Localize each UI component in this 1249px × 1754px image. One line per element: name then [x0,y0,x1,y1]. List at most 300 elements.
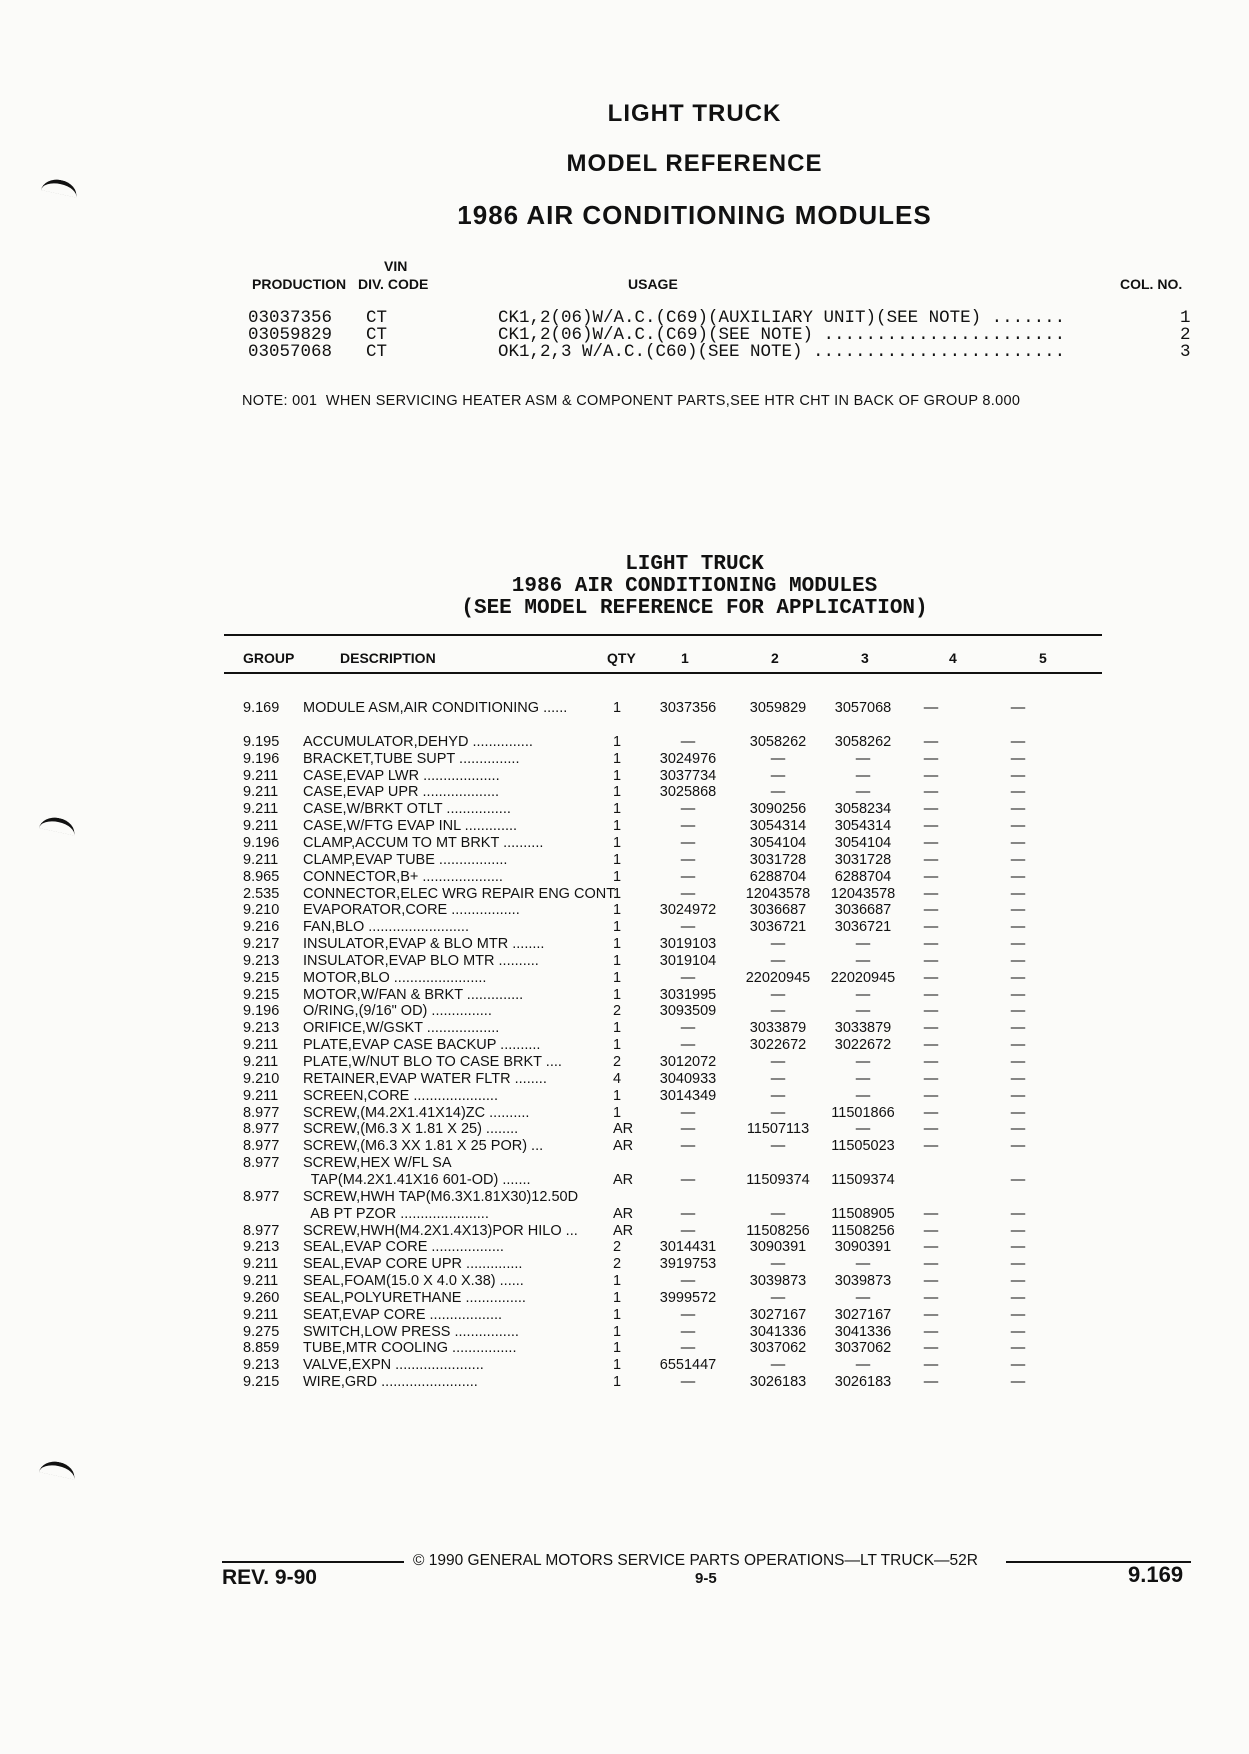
col-4-label: 4 [949,650,957,666]
binder-hole-mark [39,814,77,835]
col-4-part: — [923,1070,939,1087]
col-3-part: 11509374 [831,1171,895,1188]
col-5-part: — [1010,1374,1026,1391]
col-1-part: — [680,1121,696,1138]
column-number: 2 [1180,325,1191,345]
col-2-part: 3027167 [749,1306,807,1323]
part-description: CONNECTOR,B+ .................... [303,868,503,885]
part-description: MOTOR,W/FAN & BRKT .............. [303,986,524,1003]
col-1-part: — [680,1171,696,1188]
quantity: 1 [613,1323,622,1340]
col-3-part: — [855,767,871,784]
col-1-part: 3019104 [659,952,717,969]
col-1-part: — [680,733,696,750]
col-1-part: — [680,1037,696,1054]
table-row [243,1290,1123,1307]
col-1-part: 3019103 [659,936,717,953]
col-4-part: — [923,1273,939,1290]
part-description: PLATE,W/NUT BLO TO CASE BRKT .... [303,1054,562,1070]
table-row [243,936,1123,953]
table-row [243,1307,1123,1324]
part-description: VALVE,EXPN ...................... [303,1357,484,1374]
col-5-part: — [1010,1037,1026,1054]
col-4-part: — [923,851,939,868]
col-3-part: 3090391 [834,1239,892,1256]
column-number: 1 [1180,308,1191,328]
table-row [243,919,1123,936]
col-3-part: 3022672 [834,1037,892,1054]
col-5-part: — [1010,1323,1026,1340]
part-description: AB PT PZOR ...................... [303,1205,489,1222]
usage-text: CK1,2(06)W/A.C.(C69)(AUXILIARY UNIT)(SEE NOTE) ....... [498,308,1066,328]
col-usage-label: USAGE [628,276,678,292]
group-number: 9.213 [243,1357,280,1374]
col-3-part: — [855,1054,871,1070]
col-2-part: — [770,952,786,969]
part-description: O/RING,(9/16" OD) ............... [303,1003,492,1020]
quantity: 1 [613,1374,622,1391]
table-row [243,1088,1123,1105]
col-1-part: — [680,868,696,885]
table-row [243,1105,1123,1122]
col-4-part: — [923,1374,939,1391]
quantity: 1 [613,868,622,885]
footer-copyright: © 1990 GENERAL MOTORS SERVICE PARTS OPERATIONS—LT TRUCK—52R [413,1552,978,1569]
group-number: 8.977 [243,1222,280,1239]
group-number: 8.859 [243,1340,280,1357]
footer-revision: REV. 9-90 [222,1566,317,1589]
col-3-part: 3026183 [834,1374,892,1391]
col-3-part: 11505023 [831,1138,895,1155]
table-row [243,1340,1123,1357]
part-description: SEAL,EVAP CORE .................. [303,1239,504,1256]
col-2-part: 3059829 [749,700,807,716]
group-number: 9.211 [243,784,279,801]
col-2-part: — [770,936,786,953]
col-4-part: — [923,969,939,986]
group-number: 8.977 [243,1188,280,1205]
col-3-part: 12043578 [830,885,896,902]
col-4-part: — [923,1340,939,1357]
col-4-part: — [923,767,939,784]
part-description: SWITCH,LOW PRESS ................ [303,1323,519,1340]
col-5-part: — [1010,1003,1026,1020]
col-2-part: 22020945 [745,969,811,986]
group-number: 9.213 [243,952,280,969]
col-3-part: — [855,1357,871,1374]
col-4-part: — [923,902,939,919]
group-number: 9.217 [243,936,280,953]
col-2-part: — [770,986,786,1003]
col-1-part: 3014431 [659,1239,717,1256]
col-1-part: — [680,1222,696,1239]
quantity: 1 [613,936,622,953]
parts-subtitle: 1986 AIR CONDITIONING MODULES [511,575,878,598]
quantity: 1 [613,919,622,936]
col-5-part: — [1010,1239,1026,1256]
col-1-part: 6551447 [659,1357,717,1374]
col-4-part: — [923,1138,939,1155]
footer-section-number: 9.169 [1128,1562,1184,1587]
col-5-part: — [1010,784,1026,801]
col-4-part: — [923,1087,939,1104]
part-description: SCREW,HWH TAP(M6.3X1.81X30)12.50D [303,1188,579,1205]
part-description: SEAT,EVAP CORE .................. [303,1306,503,1323]
col-1-part: 3012072 [659,1054,717,1070]
table-row [243,784,1123,801]
col-1-part: 3014349 [659,1087,717,1104]
col-1-part: — [680,1273,696,1290]
col-1-part: 3999572 [659,1289,717,1306]
footer-left-rule [222,1561,404,1563]
group-number: 9.275 [243,1323,280,1340]
part-description: CASE,W/BRKT OTLT ................ [303,801,511,818]
group-number: 9.215 [243,1374,280,1391]
col-3-part: — [855,1121,871,1138]
binder-hole-mark [39,1458,77,1479]
group-number: 8.977 [243,1138,280,1155]
col-1-part: — [680,1340,696,1357]
part-description: RETAINER,EVAP WATER FLTR ........ [303,1070,547,1087]
col-3-part: 3058262 [834,733,892,750]
col-3-part: — [855,1289,871,1306]
part-description: WIRE,GRD ........................ [303,1374,478,1391]
col-5-part: — [1010,952,1026,969]
col-5-part: — [1010,801,1026,818]
col-1-part: — [680,1104,696,1121]
col-div-code-label: DIV. CODE [358,276,429,292]
col-5-part: — [1010,1340,1026,1357]
group-number: 9.260 [243,1289,280,1306]
part-description: FAN,BLO ......................... [303,919,469,936]
col-2-part: — [770,1289,786,1306]
group-number: 9.169 [243,700,280,716]
col-3-part: 3058234 [834,801,892,818]
col-4-part: — [923,784,939,801]
table-row [243,1223,1123,1240]
table-row [243,835,1123,852]
col-2-part: 6288704 [749,868,807,885]
col-2-part: — [770,1205,786,1222]
col-2-part: 11509374 [746,1171,810,1188]
quantity: 1 [613,784,622,801]
col-1-part: 3031995 [659,986,717,1003]
col-2-part: — [770,784,786,801]
part-description: EVAPORATOR,CORE ................. [303,902,520,919]
part-description: SCREW,HEX W/FL SA [303,1155,452,1172]
col-2-part: — [770,750,786,767]
col-1-part: 3024972 [659,902,717,919]
group-number: 9.196 [243,1003,280,1020]
col-5-part: — [1010,733,1026,750]
part-description: TAP(M4.2X1.41X16 601-OD) ....... [303,1171,531,1188]
col-3-part: — [855,1087,871,1104]
part-description: INSULATOR,EVAP BLO MTR .......... [303,952,539,969]
table-row [243,886,1123,903]
col-2-part: 3090256 [749,801,807,818]
part-description: CLAMP,ACCUM TO MT BRKT .......... [303,834,544,851]
page-heading: 1986 AIR CONDITIONING MODULES [457,200,932,230]
col-3-part: 3031728 [834,851,892,868]
col-1-part: — [680,801,696,818]
quantity: AR [613,1205,634,1222]
col-5-part: — [1010,1289,1026,1306]
col-4-part: — [923,1054,939,1070]
quantity: 1 [613,750,622,767]
group-number: 9.210 [243,1070,280,1087]
quantity: 4 [613,1070,622,1087]
col-5-part: — [1010,1357,1026,1374]
col-3-part: 3057068 [834,700,892,716]
col-3-part: 3054104 [834,834,892,851]
group-number: 9.211 [243,818,279,835]
table-row [243,1071,1123,1088]
col-1-part: — [680,1205,696,1222]
col-2-part: 3022672 [749,1037,807,1054]
part-description: PLATE,EVAP CASE BACKUP .......... [303,1037,541,1054]
part-description: CASE,W/FTG EVAP INL ............. [303,818,518,835]
col-2-part: 3039873 [749,1273,807,1290]
col-2-part: 3090391 [749,1239,807,1256]
quantity: 1 [613,1357,622,1374]
col-5-part: — [1010,885,1026,902]
quantity: AR [613,1222,634,1239]
group-number: 2.535 [243,885,280,902]
col-4-part: — [923,1323,939,1340]
col-group-label: GROUP [243,650,295,666]
col-2-part: — [770,1138,786,1155]
part-description: ACCUMULATOR,DEHYD ............... [303,733,533,750]
quantity: 1 [613,818,622,835]
group-number: 9.196 [243,750,280,767]
part-description: SEAL,EVAP CORE UPR .............. [303,1256,523,1273]
part-description: ORIFICE,W/GSKT .................. [303,1020,500,1037]
group-number: 9.211 [243,1054,279,1070]
col-5-part: — [1010,1054,1026,1070]
col-5-part: — [1010,1171,1026,1188]
col-4-part: — [923,1205,939,1222]
col-2-part: 3031728 [749,851,807,868]
group-number: 9.211 [243,1087,279,1104]
part-description: MODULE ASM,AIR CONDITIONING ...... [303,700,568,716]
part-description: SCREW,HWH(M4.2X1.4X13)POR HILO ... [303,1222,578,1239]
table-row [243,1054,1123,1071]
col-3-part: — [855,1070,871,1087]
footer-page-number: 9-5 [695,1570,717,1587]
col-1-part: 3037356 [659,700,717,716]
part-description: SCREW,(M6.3 X 1.81 X 25) ........ [303,1121,519,1138]
quantity: 1 [613,1104,622,1121]
col-qty-label: QTY [607,650,636,666]
col-1-part: — [680,1138,696,1155]
table-row [243,818,1123,835]
col-3-part: 3036721 [834,919,892,936]
table-row [243,869,1123,886]
col-5-part: — [1010,1205,1026,1222]
col-3-part: — [855,986,871,1003]
col-2-part: 3058262 [749,733,807,750]
col-4-part: — [923,1289,939,1306]
col-3-part: 3041336 [834,1323,892,1340]
col-2-part: 3026183 [749,1374,807,1391]
quantity: 1 [613,767,622,784]
col-5-part: — [1010,1087,1026,1104]
col-2-part: 3041336 [749,1323,807,1340]
col-4-part: — [923,700,939,716]
table-row [243,852,1123,869]
col-1-part: 3037734 [659,767,717,784]
col-3-part: — [855,784,871,801]
col-4-part: — [923,986,939,1003]
col-production-label: PRODUCTION [252,276,347,292]
part-description: SEAL,FOAM(15.0 X 4.0 X.38) ...... [303,1273,524,1290]
quantity: 1 [613,1289,622,1306]
col-1-part: 3093509 [659,1003,717,1020]
col-5-part: — [1010,969,1026,986]
quantity: 1 [613,902,622,919]
col-3-part: — [855,750,871,767]
col-1-part: — [680,969,696,986]
col-3-part: — [855,1003,871,1020]
col-2-part: — [770,1256,786,1273]
col-4-part: — [923,801,939,818]
col-3-part: 3033879 [834,1020,892,1037]
part-description: SCREEN,CORE ..................... [303,1087,498,1104]
table-row [243,1324,1123,1341]
table-row [243,1357,1123,1374]
column-number: 3 [1180,342,1191,362]
table-row [243,1172,1123,1189]
quantity: 1 [613,700,622,716]
col-5-part: — [1010,1273,1026,1290]
col-3-part: 11508905 [831,1205,895,1222]
col-5-part: — [1010,1306,1026,1323]
table-row [243,953,1123,970]
quantity: 1 [613,733,622,750]
col-1-part: — [680,1374,696,1391]
binder-hole-mark [41,176,79,197]
col-2-part: 11507113 [746,1121,810,1138]
col-2-part: — [770,1087,786,1104]
div-code: CT [366,308,388,328]
parts-table [243,700,1123,1390]
col-4-part: — [923,1306,939,1323]
table-row [243,801,1123,818]
col-5-part: — [1010,919,1026,936]
quantity: 2 [613,1003,622,1020]
col-2-part: 3036687 [749,902,807,919]
quantity: 1 [613,851,622,868]
col-4-part: — [923,919,939,936]
col-5-part: — [1010,700,1026,716]
group-number: 9.211 [243,801,279,818]
group-number: 9.211 [243,1037,279,1054]
table-row [243,1121,1123,1138]
col-4-part: — [923,733,939,750]
col-5-part: — [1010,868,1026,885]
group-number: 9.215 [243,969,280,986]
col-4-part: — [923,1104,939,1121]
part-description: INSULATOR,EVAP & BLO MTR ........ [303,936,545,953]
group-number: 9.211 [243,851,279,868]
col-3-part: 6288704 [834,868,892,885]
col-1-part: — [680,919,696,936]
col-2-part: 3054314 [749,818,807,835]
quantity: 1 [613,885,622,902]
table-row [243,970,1123,987]
quantity: 1 [613,952,622,969]
quantity: 1 [613,1037,622,1054]
col-description-label: DESCRIPTION [340,650,436,666]
col-5-part: — [1010,986,1026,1003]
part-description: CONNECTOR,ELEC WRG REPAIR ENG CONT [303,885,616,902]
group-number: 8.977 [243,1104,280,1121]
col-2-part: — [770,1054,786,1070]
part-description: SEAL,POLYURETHANE ............... [303,1289,526,1306]
group-number: 9.216 [243,919,280,936]
quantity: 1 [613,969,622,986]
part-description: MOTOR,BLO ....................... [303,969,487,986]
model-note: NOTE: 001 WHEN SERVICING HEATER ASM & COMPONENT PARTS,SEE HTR CHT IN BACK OF GROUP 8.000 [242,393,1021,409]
col-5-part: — [1010,902,1026,919]
quantity: 1 [613,801,622,818]
col-1-part: — [680,1020,696,1037]
col-5-part: — [1010,750,1026,767]
group-number: 8.977 [243,1155,280,1172]
col-3-part: — [855,952,871,969]
col-4-part: — [923,818,939,835]
col-1-part: — [680,851,696,868]
group-number: 8.965 [243,868,280,885]
quantity: AR [613,1121,634,1138]
col-5-part: — [1010,834,1026,851]
group-number: 9.213 [243,1020,280,1037]
quantity: AR [613,1171,634,1188]
part-description: CASE,EVAP UPR ................... [303,784,500,801]
col-2-part: — [770,1070,786,1087]
col-5-part: — [1010,1256,1026,1273]
col-5-part: — [1010,851,1026,868]
col-2-part: — [770,1003,786,1020]
col-4-part: — [923,885,939,902]
page-title: LIGHT TRUCK [607,100,782,127]
col-1-part: 3025868 [659,784,717,801]
part-description: CASE,EVAP LWR ................... [303,767,500,784]
part-description: TUBE,MTR COOLING ................ [303,1340,517,1357]
table-row [243,1189,1123,1206]
col-1-part: — [680,834,696,851]
col-4-part: — [923,1256,939,1273]
page-subtitle: MODEL REFERENCE [566,150,823,177]
col-1-part: 3040933 [659,1070,717,1087]
parts-column-headers [243,650,1123,668]
col-4-part: — [923,1239,939,1256]
usage-text: CK1,2(06)W/A.C.(C69)(SEE NOTE) ....................... [498,325,1066,345]
col-4-part: — [923,1037,939,1054]
col-3-part: 11508256 [831,1222,895,1239]
group-number: 9.211 [243,1306,279,1323]
usage-text: OK1,2,3 W/A.C.(C60)(SEE NOTE) ........................ [498,342,1066,362]
table-row [243,700,1123,717]
quantity: 2 [613,1239,622,1256]
col-2-part: — [770,1357,786,1374]
col-1-part: — [680,1306,696,1323]
quantity: 1 [613,1340,622,1357]
group-number: 9.195 [243,733,280,750]
div-code: CT [366,342,388,362]
table-row [243,1239,1123,1256]
col-3-part: 11501866 [831,1104,895,1121]
